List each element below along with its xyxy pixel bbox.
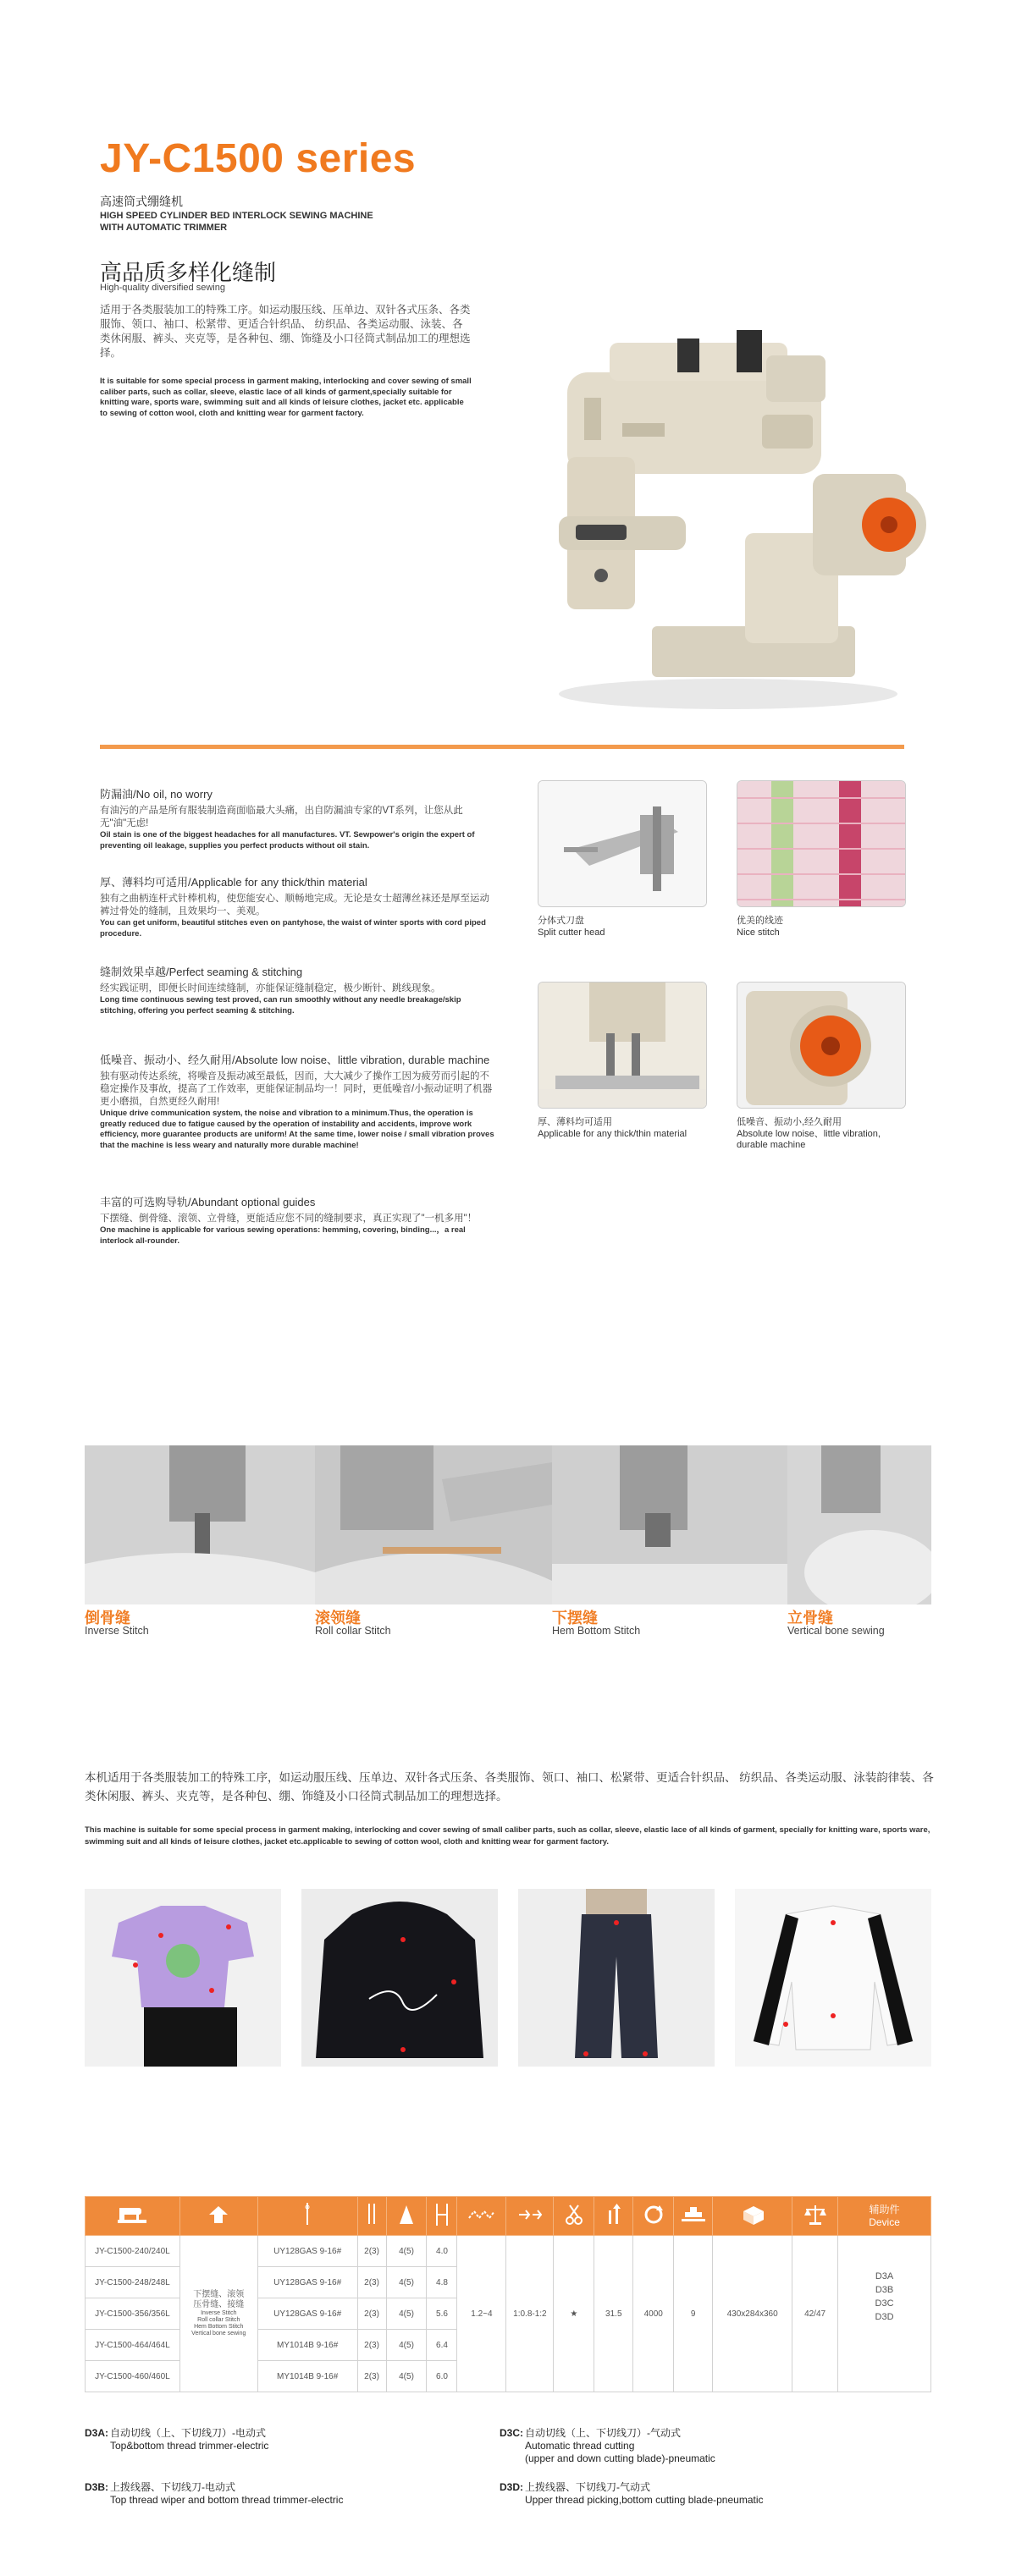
thumb-nice-stitch	[737, 780, 906, 907]
section-divider	[100, 745, 904, 749]
feature-text-cn: 独有驱动传达系统，将噪音及振动减至最低，因而，大大减少了操作工因为疲劳而引起的不稳定操作及事故，提高了工作效率，更能保证制品均一！同时，更低噪音/小振动证明了机器更小磨损，自然更经久耐用!	[100, 1071, 493, 1107]
stitch-caption-cn: 倒骨缝	[85, 1610, 130, 1627]
head-thread-icon	[386, 2197, 427, 2236]
stitch-type-cn: 下摆缝、滚领 压骨缝、接缝	[193, 2290, 245, 2309]
feature-noise	[100, 1051, 498, 1151]
needle-count-cell: 2(3)	[357, 2298, 386, 2330]
footnote-cn: 上拨线器、下切线刀-气动式	[525, 2481, 650, 2493]
footnote-code: D3D:	[500, 2481, 524, 2493]
needle-count-cell: 2(3)	[357, 2361, 386, 2392]
thread-cell: 4(5)	[386, 2330, 427, 2361]
needle-count-cell: 2(3)	[357, 2236, 386, 2267]
head-weight-icon	[792, 2197, 838, 2236]
thread-cell: 4(5)	[386, 2236, 427, 2267]
thumb-caption-en: Split cutter head	[538, 927, 605, 938]
weight-cell: 42/47	[792, 2236, 838, 2392]
head-speed-icon	[633, 2197, 674, 2236]
footnote-en: Top thread wiper and bottom thread trimmer-electric	[110, 2494, 344, 2506]
device-label-en: Device	[869, 2215, 900, 2228]
stitch-photo-vertical-bone	[787, 1445, 931, 1604]
footnote-d3d	[500, 2481, 764, 2507]
thumb-caption-cn: 分体式刀盘	[538, 916, 584, 926]
needle-cell: UY128GAS 9-16#	[257, 2298, 357, 2330]
thumb-caption-en: Absolute low noise、little vibration, durable machine	[737, 1129, 881, 1150]
stitch-caption-cn: 下摆缝	[552, 1610, 598, 1627]
head-package-icon	[713, 2197, 792, 2236]
head-cutter-icon	[554, 2197, 594, 2236]
gauge-cell: 6.4	[427, 2330, 457, 2361]
head-differential-icon	[506, 2197, 554, 2236]
thumb-split-cutter	[538, 780, 707, 907]
footnote-en: Top&bottom thread trimmer-electric	[110, 2440, 269, 2452]
thumb-motor	[737, 982, 906, 1109]
package-cell: 430x284x360	[713, 2236, 792, 2392]
stitch-caption-en: Roll collar Stitch	[315, 1625, 391, 1637]
gauge-cell: 4.8	[427, 2267, 457, 2298]
head-stitch-length-icon	[457, 2197, 506, 2236]
garment-photo-pants	[518, 1889, 715, 2067]
device-cell	[838, 2236, 931, 2392]
table-row	[86, 2236, 931, 2267]
head-needle-count-icon	[357, 2197, 386, 2236]
stitch-caption-cn: 立骨缝	[787, 1610, 833, 1627]
feature-title: 低噪音、振动小、经久耐用/Absolute low noise、little vibration, durable machine	[100, 1054, 490, 1066]
product-subtitle-en: HIGH SPEED CYLINDER BED INTERLOCK SEWING MACHINE WITH AUTOMATIC TRIMMER	[100, 211, 373, 233]
feature-oil	[100, 785, 498, 851]
feature-thickness	[100, 873, 498, 939]
feature-text-en: One machine is applicable for various sewing operations: hemming, covering, binding...，a real interlock all-rounder.	[100, 1225, 466, 1246]
product-subtitle-cn: 高速筒式绷缝机	[100, 195, 183, 208]
needle-cell: UY128GAS 9-16#	[257, 2236, 357, 2267]
model-cell: JY-C1500-460/460L	[86, 2361, 180, 2392]
garment-photo-jacket	[735, 1889, 931, 2067]
stitch-type-en: Inverse Stitch Roll collar Stitch Hem Bottom Stitch Vertical bone sewing	[191, 2310, 246, 2337]
footnote-cn: 上拨线器、下切线刀-电动式	[110, 2481, 235, 2493]
differential-cell: 1:0.8-1:2	[506, 2236, 554, 2392]
intro-body-cn: 适用于各类服装加工的特殊工序。如运动服压线、压单边、双针各式压条、各类服饰、领口、袖口、松紧带、更适合针织品、 纺织品、各类运动服、泳装、各类休闲服、裤头、夹克等，是各种包、绷、饰缝及小口径筒式制品加工的理想选择。	[100, 304, 471, 359]
thumb-caption-en: Nice stitch	[737, 927, 780, 938]
thumb-caption-cn: 厚、薄料均可适用	[538, 1117, 612, 1127]
feature-title: 缝制效果卓越/Perfect seaming & stitching	[100, 966, 303, 978]
footnote-cn: 自动切线（上、下切线刀）-气动式	[525, 2427, 681, 2439]
footnote-en: Upper thread picking,bottom cutting blade-pneumatic	[525, 2494, 764, 2506]
footnote-code: D3B:	[85, 2481, 109, 2493]
feature-text-cn: 独有之曲柄连杆式针棒机构，使您能安心、顺畅地完成。无论是女士超薄丝袜还是厚至运动裤过骨处的缝制，且效果均一、美观。	[100, 894, 489, 916]
device-code: D3C	[875, 2298, 894, 2309]
stitch-photo-roll-collar	[315, 1445, 552, 1604]
stitch-caption-en: Hem Bottom Stitch	[552, 1625, 641, 1637]
stitch-photo-hem	[552, 1445, 787, 1604]
garment-photo-hoodie	[301, 1889, 498, 2067]
footnote-d3a	[85, 2427, 268, 2452]
thumb-caption-en: Applicable for any thick/thin material	[538, 1129, 687, 1139]
thumb-caption-cn: 低噪音、振动小,经久耐用	[737, 1117, 842, 1127]
head-needle-icon	[257, 2197, 357, 2236]
feature-text-en: Unique drive communication system, the noise and vibration to a minimum.Thus, the operation is greatly reduced due to fatigue caused by the operation of instability and accidents, improve work efficiency, more guarantee products are uniform! At the same time, lower noise / small vibration proves that the machine is less weary and naturally more durable machine!	[100, 1109, 494, 1150]
stitch-photo-inverse	[85, 1445, 315, 1604]
feature-guides	[100, 1193, 498, 1247]
footnote-code: D3C:	[500, 2427, 524, 2439]
feature-title: 防漏油/No oil, no worry	[100, 788, 213, 801]
gauge-cell: 4.0	[427, 2236, 457, 2267]
application-text-cn: 本机适用于各类服装加工的特殊工序，如运动服压线、压单边、双针各式压条、各类服饰、领口、袖口、松紧带、更适合针织品、 纺织品、各类运动服、泳装韵律装、各类休闲服、裤头、夹克等，是各种包、绷、饰缝及小口径筒式制品加工的理想选择。	[85, 1771, 934, 1803]
device-code: D3D	[875, 2312, 894, 2322]
feature-seaming	[100, 963, 498, 1016]
model-cell: JY-C1500-240/240L	[86, 2236, 180, 2267]
stitch-type-cell	[179, 2236, 257, 2392]
needle-cell: MY1014B 9-16#	[257, 2330, 357, 2361]
stitch-length-cell: 1.2~4	[457, 2236, 506, 2392]
intro-heading-cn: 高品质多样化缝制	[100, 260, 277, 285]
cutter-cell: ★	[554, 2236, 594, 2392]
feature-text-en: Long time continuous sewing test proved, can run smoothly without any needle breakage/skip stitching, offering you perfect seaming & stitching.	[100, 995, 461, 1016]
garment-photo-tshirt	[85, 1889, 281, 2067]
head-presser-lift-icon	[594, 2197, 633, 2236]
device-code: D3A	[875, 2271, 894, 2282]
footnote-en: Automatic thread cutting (upper and down cutting blade)-pneumatic	[525, 2440, 715, 2464]
thumb-thick-thin	[538, 982, 707, 1109]
feature-text-en: You can get uniform, beautiful stitches even on pantyhose, the waist of winter sports with cord piped procedure.	[100, 918, 486, 938]
sewing-machine-image	[533, 322, 931, 719]
stitch-caption-cn: 滚领缝	[315, 1610, 361, 1627]
model-cell: JY-C1500-356/356L	[86, 2298, 180, 2330]
thread-cell: 4(5)	[386, 2298, 427, 2330]
needle-count-cell: 2(3)	[357, 2267, 386, 2298]
thread-cell: 4(5)	[386, 2267, 427, 2298]
needle-cell: MY1014B 9-16#	[257, 2361, 357, 2392]
head-device-label	[838, 2197, 931, 2236]
model-cell: JY-C1500-464/464L	[86, 2330, 180, 2361]
stitch-caption-en: Inverse Stitch	[85, 1625, 149, 1637]
speed-cell: 4000	[633, 2236, 674, 2392]
device-code: D3B	[875, 2285, 894, 2295]
head-stitch-type-icon	[179, 2197, 257, 2236]
footnote-d3b	[85, 2481, 343, 2507]
presser-lift-cell: 31.5	[594, 2236, 633, 2392]
feature-title: 厚、薄料均可适用/Applicable for any thick/thin material	[100, 876, 367, 889]
feature-text-cn: 下摆缝、倒骨缝、滚领、立骨缝，更能适应您不同的缝制要求，真正实现了"一机多用"！	[100, 1214, 478, 1224]
head-motor-icon	[674, 2197, 713, 2236]
needle-cell: UY128GAS 9-16#	[257, 2267, 357, 2298]
motor-cell: 9	[674, 2236, 713, 2392]
footnote-d3c	[500, 2427, 715, 2465]
footnote-cn: 自动切线（上、下切线刀）-电动式	[110, 2427, 266, 2439]
device-label-cn: 辅助件	[869, 2203, 900, 2215]
application-text-en: This machine is suitable for some special process in garment making, interlocking and cover sewing of small caliber parts, such as collar, sleeve, elastic lace of all kinds of garment, specially for knitting ware, sports ware, swimming suit and all kinds of leisure clothes, jacket etc.applicable to sewing of cotton wool, cloth and knitting wear for garment factory.	[85, 1825, 930, 1847]
feature-text-en: Oil stain is one of the biggest headaches for all manufactures. VT. Sewpower's origin the expert of preventing oil leakage, supplies you perfect products without oil stain.	[100, 830, 475, 850]
product-title: JY-C1500 series	[100, 136, 417, 181]
spec-table	[85, 2196, 931, 2392]
intro-heading-en: High-quality diversified sewing	[100, 283, 225, 293]
gauge-cell: 5.6	[427, 2298, 457, 2330]
thumb-caption-cn: 优美的线迹	[737, 916, 783, 926]
feature-title: 丰富的可选购导轨/Abundant optional guides	[100, 1196, 316, 1208]
needle-count-cell: 2(3)	[357, 2330, 386, 2361]
feature-text-cn: 有油污的产品是所有服装制造商面临最大头痛，出自防漏油专家的VT系列，让您从此无"油"无虑!	[100, 806, 463, 828]
stitch-caption-en: Vertical bone sewing	[787, 1625, 885, 1637]
model-cell: JY-C1500-248/248L	[86, 2267, 180, 2298]
gauge-cell: 6.0	[427, 2361, 457, 2392]
head-machine-icon	[86, 2197, 180, 2236]
head-gauge-icon	[427, 2197, 457, 2236]
footnote-code: D3A:	[85, 2427, 109, 2439]
feature-text-cn: 经实践证明，即便长时间连续缝制，亦能保证缝制稳定，极少断针、跳线现象。	[100, 983, 441, 994]
thread-cell: 4(5)	[386, 2361, 427, 2392]
intro-body-en: It is suitable for some special process in garment making, interlocking and cover sewing of small caliber parts, such as collar, sleeve, elastic lace of all kinds of garment,specially suitable for knitting ware, sports ware, swimming suit and all kinds of leisure clothes, jacket etc. applicable to sewing of cotton wool, cloth and knitting wear for garment factory.	[100, 377, 472, 418]
